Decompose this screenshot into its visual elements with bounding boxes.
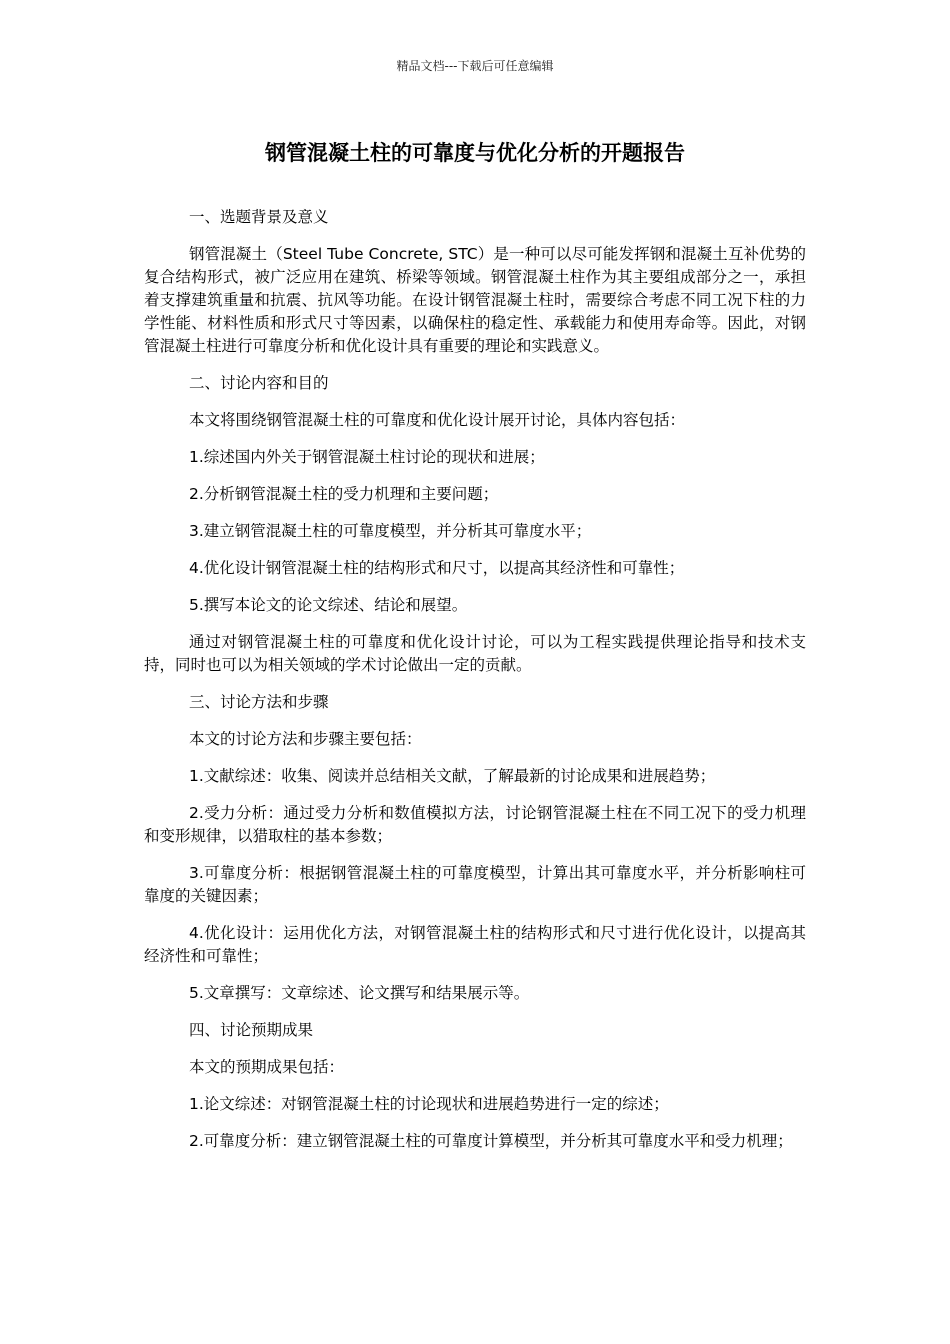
list-item: 1.文献综述：收集、阅读并总结相关文献，了解最新的讨论成果和进展趋势； bbox=[189, 767, 716, 785]
list-item: 4.优化设计：运用优化方法，对钢管混凝土柱的结构形式和尺寸进行优化设计，以提高其经济性和可靠性； bbox=[144, 924, 806, 965]
list-item: 2.受力分析：通过受力分析和数值模拟方法，讨论钢管混凝土柱在不同工况下的受力机理和变形规律，以猎取柱的基本参数； bbox=[144, 804, 806, 845]
list-item: 4.优化设计钢管混凝土柱的结构形式和尺寸，以提高其经济性和可靠性； bbox=[189, 559, 685, 577]
section-heading-content: 二、讨论内容和目的 bbox=[189, 374, 329, 392]
list-item: 5.文章撰写：文章综述、论文撰写和结果展示等。 bbox=[189, 984, 530, 1002]
document-title: 钢管混凝土柱的可靠度与优化分析的开题报告 bbox=[265, 141, 685, 165]
paragraph-outcomes-intro: 本文的预期成果包括： bbox=[189, 1058, 345, 1076]
paragraph-methods-intro: 本文的讨论方法和步骤主要包括： bbox=[189, 730, 422, 748]
list-item: 2.分析钢管混凝土柱的受力机理和主要问题； bbox=[189, 485, 499, 503]
section-heading-methods: 三、讨论方法和步骤 bbox=[189, 693, 329, 711]
section-heading-outcomes: 四、讨论预期成果 bbox=[189, 1021, 314, 1039]
paragraph-content-summary: 通过对钢管混凝土柱的可靠度和优化设计讨论，可以为工程实践提供理论指导和技术支持，同时也可以为相关领域的学术讨论做出一定的贡献。 bbox=[144, 633, 806, 674]
paragraph-content-intro: 本文将围绕钢管混凝土柱的可靠度和优化设计展开讨论，具体内容包括： bbox=[189, 411, 686, 429]
list-item: 1.综述国内外关于钢管混凝土柱讨论的现状和进展； bbox=[189, 448, 545, 466]
list-item: 2.可靠度分析：建立钢管混凝土柱的可靠度计算模型，并分析其可靠度水平和受力机理； bbox=[189, 1132, 793, 1150]
list-item: 3.可靠度分析：根据钢管混凝土柱的可靠度模型，计算出其可靠度水平，并分析影响柱可靠度的关键因素； bbox=[144, 864, 806, 905]
list-item: 1.论文综述：对钢管混凝土柱的讨论现状和进展趋势进行一定的综述； bbox=[189, 1095, 669, 1113]
page-header-watermark: 精品文档---下载后可任意编辑 bbox=[396, 59, 554, 73]
list-item: 5.撰写本论文的论文综述、结论和展望。 bbox=[189, 596, 468, 614]
document-body bbox=[144, 206, 806, 1167]
paragraph-background: 钢管混凝土（Steel Tube Concrete, STC）是一种可以尽可能发挥钢和混凝土互补优势的复合结构形式，被广泛应用在建筑、桥梁等领域。钢管混凝土柱作为其主要组成部分之一，承担着支撑建筑重量和抗震、抗风等功能。在设计钢管混凝土柱时，需要综合考虑不同工况下柱的力学性能、材料性质和形式尺寸等因素，以确保柱的稳定性、承载能力和使用寿命等。因此，对钢管混凝土柱进行可靠度分析和优化设计具有重要的理论和实践意义。 bbox=[144, 245, 806, 355]
section-heading-background: 一、选题背景及意义 bbox=[189, 208, 329, 226]
list-item: 3.建立钢管混凝土柱的可靠度模型，并分析其可靠度水平； bbox=[189, 522, 592, 540]
